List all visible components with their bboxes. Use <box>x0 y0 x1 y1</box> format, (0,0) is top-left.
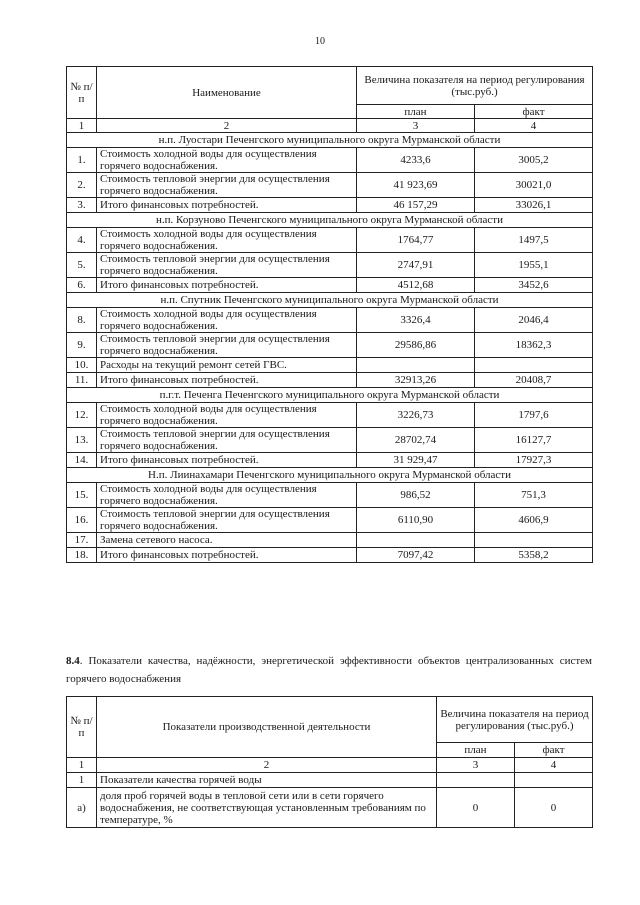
row-plan <box>357 358 475 373</box>
row-fact <box>475 358 593 373</box>
row-fact: 20408,7 <box>475 373 593 388</box>
table-row <box>67 253 593 278</box>
row-name: Итого финансовых потребностей. <box>97 198 357 213</box>
row-name: Стоимость тепловой энергии для осуществления горячего водоснабжения. <box>97 333 357 358</box>
header-value: Величина показателя на период регулирования (тыс.руб.) <box>437 697 593 743</box>
table-row <box>67 148 593 173</box>
row-plan: 6110,90 <box>357 508 475 533</box>
row-name: Стоимость тепловой энергии для осуществления горячего водоснабжения. <box>97 508 357 533</box>
table-row <box>67 533 593 548</box>
row-fact: 18362,3 <box>475 333 593 358</box>
row-num: 16. <box>67 508 97 533</box>
row-num: 1. <box>67 148 97 173</box>
header-col3: 3 <box>357 119 475 133</box>
row-name: Итого финансовых потребностей. <box>97 453 357 468</box>
section-header-row <box>67 468 593 483</box>
header-fact: факт <box>475 105 593 119</box>
table-row <box>67 358 593 373</box>
row-plan: 41 923,69 <box>357 173 475 198</box>
page-number: 10 <box>315 36 325 47</box>
row-fact: 5358,2 <box>475 548 593 563</box>
row-fact: 30021,0 <box>475 173 593 198</box>
row-num: 12. <box>67 403 97 428</box>
section-title: н.п. Луостари Печенгского муниципального округа Мурманской области <box>67 133 593 148</box>
finance-table <box>66 66 593 563</box>
row-fact <box>475 533 593 548</box>
header-col4: 4 <box>515 758 593 773</box>
row-plan: 3326,4 <box>357 308 475 333</box>
section-title: н.п. Спутник Печенгского муниципального округа Мурманской области <box>67 293 593 308</box>
section-number: 8.4 <box>66 655 80 667</box>
header-col1: 1 <box>67 119 97 133</box>
row-num: 6. <box>67 278 97 293</box>
header-num: № п/п <box>67 67 97 119</box>
row-plan: 3226,73 <box>357 403 475 428</box>
row-num: 17. <box>67 533 97 548</box>
row-num: 8. <box>67 308 97 333</box>
header-col2: 2 <box>97 119 357 133</box>
header-num: № п/п <box>67 697 97 758</box>
table-row <box>67 483 593 508</box>
row-name: Стоимость холодной воды для осуществления горячего водоснабжения. <box>97 403 357 428</box>
header-name: Наименование <box>97 67 357 119</box>
table-row <box>67 228 593 253</box>
table-row <box>67 198 593 213</box>
table-row <box>67 548 593 563</box>
row-num: 2. <box>67 173 97 198</box>
row-num: 3. <box>67 198 97 213</box>
row-num: 14. <box>67 453 97 468</box>
row-num: 1 <box>67 773 97 788</box>
row-plan: 4512,68 <box>357 278 475 293</box>
header-col2: 2 <box>97 758 437 773</box>
row-plan: 2747,91 <box>357 253 475 278</box>
table-row <box>67 453 593 468</box>
row-name: Стоимость холодной воды для осуществления горячего водоснабжения. <box>97 483 357 508</box>
row-name: Стоимость тепловой энергии для осуществления горячего водоснабжения. <box>97 173 357 198</box>
section-header-row <box>67 213 593 228</box>
row-name: Итого финансовых потребностей. <box>97 373 357 388</box>
row-fact: 3452,6 <box>475 278 593 293</box>
row-name: Замена сетевого насоса. <box>97 533 357 548</box>
row-name: Стоимость холодной воды для осуществления горячего водоснабжения. <box>97 228 357 253</box>
quality-table <box>66 696 593 828</box>
row-num: 10. <box>67 358 97 373</box>
row-plan: 7097,42 <box>357 548 475 563</box>
row-name: Итого финансовых потребностей. <box>97 278 357 293</box>
row-plan: 28702,74 <box>357 428 475 453</box>
row-plan <box>437 773 515 788</box>
table-row <box>67 278 593 293</box>
section-header-row <box>67 388 593 403</box>
row-num: 4. <box>67 228 97 253</box>
table-row <box>67 373 593 388</box>
row-plan: 29586,86 <box>357 333 475 358</box>
header-col4: 4 <box>475 119 593 133</box>
section-title: Н.п. Лиинахамари Печенгского муниципального округа Мурманской области <box>67 468 593 483</box>
row-plan: 31 929,47 <box>357 453 475 468</box>
row-fact: 3005,2 <box>475 148 593 173</box>
row-name: Стоимость холодной воды для осуществления горячего водоснабжения. <box>97 308 357 333</box>
row-num: 9. <box>67 333 97 358</box>
row-fact: 17927,3 <box>475 453 593 468</box>
table-row <box>67 403 593 428</box>
row-name: Итого финансовых потребностей. <box>97 548 357 563</box>
row-fact <box>515 773 593 788</box>
row-num: а) <box>67 788 97 828</box>
row-plan: 4233,6 <box>357 148 475 173</box>
section-title: п.г.т. Печенга Печенгского муниципального округа Мурманской области <box>67 388 593 403</box>
row-plan <box>357 533 475 548</box>
table-row <box>67 788 593 828</box>
row-num: 15. <box>67 483 97 508</box>
row-fact: 1497,5 <box>475 228 593 253</box>
row-num: 5. <box>67 253 97 278</box>
table-row <box>67 173 593 198</box>
row-plan: 986,52 <box>357 483 475 508</box>
section-title: н.п. Корзуново Печенгского муниципального округа Мурманской области <box>67 213 593 228</box>
row-plan: 0 <box>437 788 515 828</box>
table-row <box>67 428 593 453</box>
section-header-row <box>67 133 593 148</box>
header-value: Величина показателя на период регулирования (тыс.руб.) <box>357 67 593 105</box>
section-8-4-paragraph <box>66 652 592 688</box>
row-fact: 33026,1 <box>475 198 593 213</box>
row-fact: 751,3 <box>475 483 593 508</box>
row-num: 11. <box>67 373 97 388</box>
header-col3: 3 <box>437 758 515 773</box>
header-fact: факт <box>515 743 593 758</box>
row-name: Расходы на текущий ремонт сетей ГВС. <box>97 358 357 373</box>
row-fact: 1955,1 <box>475 253 593 278</box>
header-name: Показатели производственной деятельности <box>97 697 437 758</box>
table-row <box>67 773 593 788</box>
row-fact: 2046,4 <box>475 308 593 333</box>
header-plan: план <box>357 105 475 119</box>
table-row <box>67 508 593 533</box>
row-plan: 32913,26 <box>357 373 475 388</box>
section-text: . Показатели качества, надёжности, энергетической эффективности объектов централизованных систем горячего водоснабжения <box>66 655 592 685</box>
row-fact: 1797,6 <box>475 403 593 428</box>
section-header-row <box>67 293 593 308</box>
table-row <box>67 333 593 358</box>
row-name: Показатели качества горячей воды <box>97 773 437 788</box>
row-name: Стоимость тепловой энергии для осуществления горячего водоснабжения. <box>97 428 357 453</box>
row-fact: 4606,9 <box>475 508 593 533</box>
row-name: доля проб горячей воды в тепловой сети или в сети горячего водоснабжения, не соответствующая установленным требованиям по температуре, % <box>97 788 437 828</box>
row-num: 13. <box>67 428 97 453</box>
header-plan: план <box>437 743 515 758</box>
row-fact: 16127,7 <box>475 428 593 453</box>
row-name: Стоимость холодной воды для осуществления горячего водоснабжения. <box>97 148 357 173</box>
row-name: Стоимость тепловой энергии для осуществления горячего водоснабжения. <box>97 253 357 278</box>
row-plan: 46 157,29 <box>357 198 475 213</box>
header-col1: 1 <box>67 758 97 773</box>
row-fact: 0 <box>515 788 593 828</box>
row-plan: 1764,77 <box>357 228 475 253</box>
row-num: 18. <box>67 548 97 563</box>
table-row <box>67 308 593 333</box>
